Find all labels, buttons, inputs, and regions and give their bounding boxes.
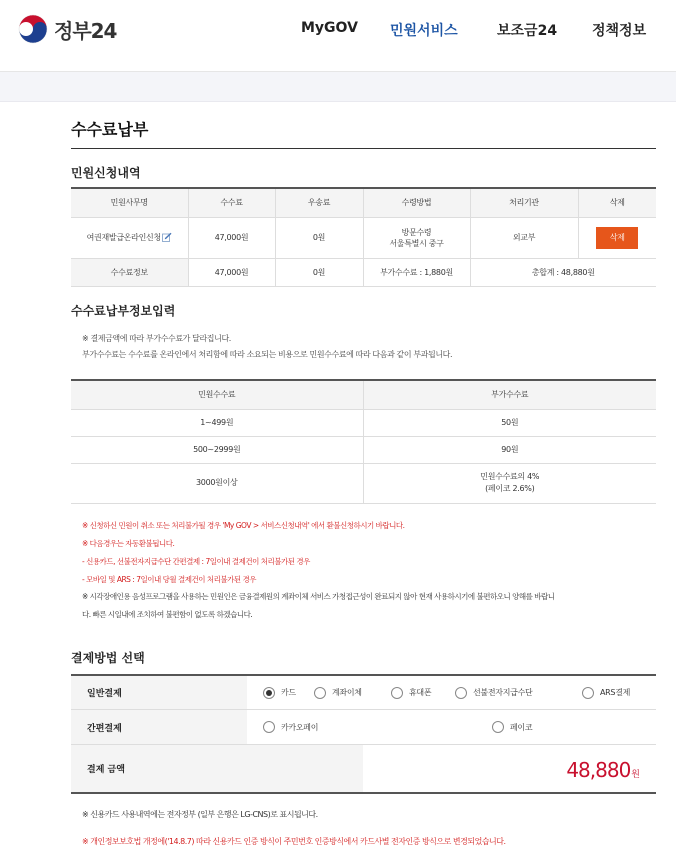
table-row <box>71 217 656 258</box>
radio-label: 카드 <box>281 688 296 697</box>
fee-info-row <box>71 258 656 286</box>
radio-bank-transfer[interactable] <box>314 687 362 699</box>
card-refund-note: - 신용카드, 선불전자지급수단 간편결제 : 7일이내 결제건이 처리불가된 경우 <box>82 557 310 566</box>
auto-refund-note: ※ 다음경우는 자동환불됩니다. <box>82 539 175 548</box>
payment-info-section-title: 수수료납부정보입력 <box>71 304 176 318</box>
privacy-law-note: ※ 개인정보보호법 개정에('14.8.7) 따라 신용카드 인증 방식이 주민번호 인증방식에서 카드사별 전자인증 방식으로 변경되었습니다. <box>82 837 506 846</box>
total-amount-row <box>71 745 656 794</box>
extra-fee: 90원 <box>363 436 656 463</box>
receipt-cell <box>363 217 470 258</box>
logo-text: 정부24 <box>54 18 117 43</box>
application-section-title: 민원신청내역 <box>71 166 141 180</box>
fee-info-fee: 47,000원 <box>188 258 275 286</box>
radio-ars[interactable] <box>582 687 630 699</box>
table-header-row <box>71 188 656 217</box>
payment-method-table <box>71 674 656 794</box>
notice-text: ※ 결제금액에 따라 부가수수료가 달라집니다. <box>82 334 231 343</box>
easy-payment-row <box>71 710 656 745</box>
col-header: 우송료 <box>275 188 363 217</box>
delete-button[interactable]: 삭제 <box>596 227 638 249</box>
edit-icon[interactable] <box>162 232 172 242</box>
card-statement-note: ※ 신용카드 사용내역에는 전자정부 (일부 은행은 LG-CNS)로 표시됩니다. <box>82 810 318 819</box>
service-name-cell <box>71 217 188 258</box>
radio-prepaid[interactable] <box>455 687 532 699</box>
receipt-method: 방문수령 <box>401 227 432 237</box>
radio-label: 카카오페이 <box>281 722 319 732</box>
nav-policy[interactable]: 정책정보 <box>592 23 647 39</box>
agency-cell: 외교부 <box>470 217 578 258</box>
site-logo[interactable] <box>18 14 116 44</box>
receipt-location: 서울특별시 중구 <box>389 238 444 248</box>
sub-banner <box>0 72 676 102</box>
title-divider <box>71 148 656 149</box>
col-header: 부가수수료 <box>363 380 656 409</box>
radio-label: 계좌이체 <box>332 688 362 697</box>
radio-label: ARS결제 <box>600 688 631 697</box>
fee-range: 3000원이상 <box>71 463 363 503</box>
radio-label: 페이코 <box>510 722 533 732</box>
accessibility-note: ※ 시각장애인용 음성프로그램을 사용하는 민원인은 금융결제원의 계좌이체 서비스 가청접근성이 완료되지 않아 현재 사용하시기에 불편하오니 양해를 바랍니 <box>82 592 555 601</box>
nav-civil-service[interactable]: 민원서비스 <box>390 23 458 39</box>
postage-cell: 0원 <box>275 217 363 258</box>
total-amount-value: 48,880 <box>566 758 631 782</box>
general-payment-label: 일반결제 <box>71 676 247 709</box>
fee-info-extra: 부가수수료 : 1,880원 <box>363 258 470 286</box>
col-header: 민원수수료 <box>71 380 363 409</box>
total-amount-label: 결제 금액 <box>71 745 363 792</box>
col-header: 민원사무명 <box>71 188 188 217</box>
notice-text: 부가수수료는 수수료를 온라인에서 처리함에 따라 소요되는 비용으로 민원수수료에 따라 다음과 같이 부과됩니다. <box>82 350 453 359</box>
fee-range: 1~499원 <box>71 409 363 436</box>
page-title: 수수료납부 <box>71 120 149 139</box>
site-header <box>0 0 676 72</box>
application-table <box>71 187 656 287</box>
refund-note: ※ 신청하신 민원이 취소 또는 처리불가될 경우 'My GOV > 서비스신청내역' 에서 환불신청하시기 바랍니다. <box>82 521 405 530</box>
radio-indicator <box>582 687 594 699</box>
radio-label: 휴대폰 <box>409 688 432 697</box>
col-header: 처리기관 <box>470 188 578 217</box>
extra-fee: 50원 <box>363 409 656 436</box>
extra-fee <box>363 463 656 503</box>
table-row <box>71 436 656 463</box>
radio-indicator <box>455 687 467 699</box>
fee-cell: 47,000원 <box>188 217 275 258</box>
total-amount <box>566 758 640 782</box>
delete-cell <box>578 217 656 258</box>
table-header-row <box>71 380 656 409</box>
easy-payment-label: 간편결제 <box>71 710 247 744</box>
general-payment-row <box>71 676 656 710</box>
taegeuk-icon <box>18 14 48 44</box>
radio-payco[interactable] <box>492 721 532 733</box>
service-name: 여권재발급온라인신청 <box>86 233 161 242</box>
radio-card[interactable] <box>263 687 296 699</box>
radio-indicator <box>492 721 504 733</box>
radio-indicator <box>263 721 275 733</box>
radio-kakaopay[interactable] <box>263 721 318 733</box>
radio-indicator <box>391 687 403 699</box>
nav-subsidy[interactable]: 보조금24 <box>497 23 558 39</box>
extra-fee-table <box>71 379 656 504</box>
col-header: 수령방법 <box>363 188 470 217</box>
fee-range: 500~2999원 <box>71 436 363 463</box>
radio-mobile[interactable] <box>391 687 431 699</box>
fee-info-postage: 0원 <box>275 258 363 286</box>
extra-fee-payco: (페이코 2.6%) <box>485 484 535 493</box>
fee-info-total: 총합계 : 48,880원 <box>470 258 656 286</box>
col-header: 삭제 <box>578 188 656 217</box>
col-header: 수수료 <box>188 188 275 217</box>
mobile-refund-note: - 모바일 및 ARS : 7일이내 당월 결제건이 처리불가된 경우 <box>82 575 256 584</box>
accessibility-note-cont: 다. 빠른 시일내에 조치하여 불편함이 없도록 하겠습니다. <box>82 610 253 619</box>
radio-indicator <box>314 687 326 699</box>
radio-label: 선불전자지급수단 <box>473 688 533 697</box>
total-amount-unit: 원 <box>631 770 640 780</box>
fee-info-label: 수수료정보 <box>71 258 188 286</box>
nav-mygov[interactable]: MyGOV <box>301 20 358 36</box>
table-row <box>71 463 656 503</box>
payment-method-section-title: 결제방법 선택 <box>71 651 145 665</box>
extra-fee-percent: 민원수수료의 4% <box>480 472 540 481</box>
radio-indicator <box>263 687 275 699</box>
table-row <box>71 409 656 436</box>
